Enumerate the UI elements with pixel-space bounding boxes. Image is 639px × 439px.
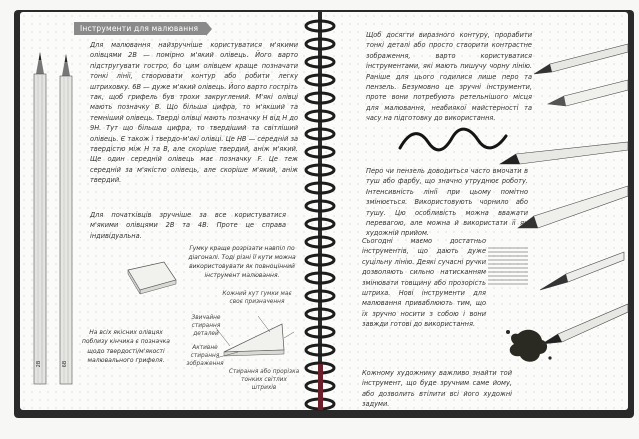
wavy-stroke-sample (398, 128, 508, 154)
pencil-hardness-note: На всіх якісних олівцях поблизу кінчика є позначка щодо твердості/м'якості малювального грифеля. (82, 329, 170, 365)
sharp-corner-note: Кожний кут гумки має своє призначення (222, 291, 292, 305)
active-note: Активне стирання зображення (186, 345, 224, 367)
pencil-2b-label: 2В (36, 360, 42, 368)
section-tag: Інструменти для малювання (74, 22, 206, 35)
fineliner-icon (518, 186, 628, 228)
contour-paragraph: Щоб досягти виразного контуру, прорабити тонкі деталі або просто створити контрастне зображення, варто користуватися інструментами, які мають пишучу чорну лінію. Раніше для цього годилися лише перо та пензель. Безумовно це зручні інструменти, проте вони потребують ретельнішого місця для малювання, неабиякої майстерності та часу на підготовку до використання. (366, 31, 532, 123)
spiral-binding (296, 14, 344, 410)
today-paragraph: Сьогодні маємо достатньо інструментів, що дають дуже суцільну лінію. Деякі сучасні ручки дозволяють сильно натисканням змінювати товщину або прозорість штриха. Нові інструменти для малювання приваблюють тим, що їх зручно носити з собою і вони завжди готові до використання. (362, 237, 486, 329)
eraser-icon (124, 260, 180, 296)
bookmark-ribbon (318, 364, 323, 410)
fountain-pen-icon (540, 300, 628, 350)
pencil-2b-icon (34, 52, 46, 384)
intro-paragraph: Для малювання найзручніше користуватися м'якими олівцями 2В — помірно м'який олівець. Його варто підстругувати гостро, бо цим олівцем краще позначати тонкі лінії, створювати контур або робити легку штриховку. 6В — дуже м'який олівець. Його варто гостріть так, щоб грифель був трохи закруглений. М'які олівці мають позначку В. Що більша цифра, то м'якший та темніший олівець. Тверді олівці мають позначку Н від Н до 9Н. Тут що більша цифра, то твердіший та світліший олівець. Є також і твердо-м'які олівці. Це НВ — середній за твердістю між Н та В, але скоріше твердий, аніж м'який. Ще один середній олівець має позначку F. Це теж середній за м'якістю олівець, але скоріше м'який, аніж твердий. (90, 41, 298, 185)
nib-pen-icon (500, 142, 628, 164)
marker-icon (548, 80, 628, 106)
beginners-paragraph: Для початківців зручніше за все користуватися м'якими олівцями 2В та 4В. Проте це справа індивідуальна. (90, 211, 286, 240)
brush-pen-icon (534, 44, 628, 74)
pencil-6b-icon (60, 54, 72, 384)
closing-paragraph: Кожному художнику важливо знайти той інструмент, що буде зручним саме йому, або дозволить втілити всі його художні задуми. (362, 369, 512, 409)
blunt-note: Звичайне стирання деталей (191, 315, 221, 337)
thin-lines-note: Стирання або прорізка тонких світлих штрихів (228, 369, 300, 391)
hatching-sample (488, 244, 624, 300)
pencil-6b-label: 6В (62, 360, 68, 368)
eraser-note: Гумку краще розрізати навпіл по діагоналі. Тоді різні її кути можна використовувати як повноцінний інструмент малювання. (188, 245, 296, 279)
cut-eraser-icon (218, 318, 298, 358)
ink-paragraph: Перо чи пензель доводиться часто вмочати в туш або фарбу, що значно утруднює роботу. Інтенсивність лінії при цьому помітно змінюється. Використовують чорнило або тушу. Цю особливість можна вважати перевагою, але можна й використати її як художній прийом. (366, 167, 528, 238)
pencils-illustration (26, 52, 86, 392)
pens-illustration (530, 26, 628, 118)
